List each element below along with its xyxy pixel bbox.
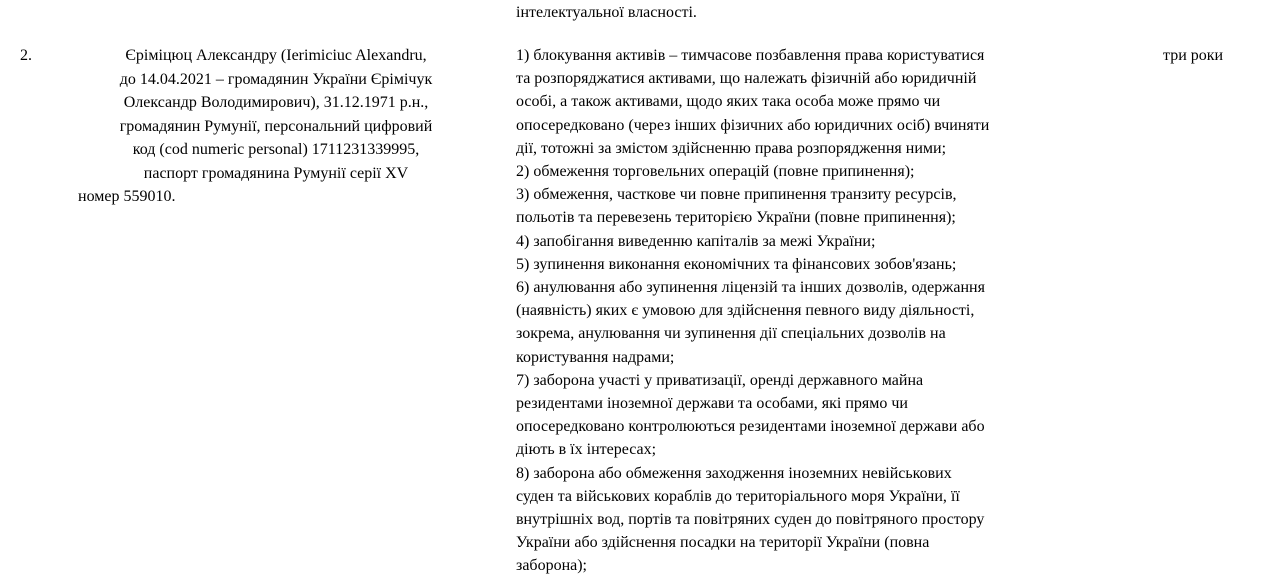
person-line: Єріміцюц Александру (Ierimiciuc Alexandru,: [125, 47, 427, 64]
measure-line: України або здійснення посадки на території України (повна: [516, 534, 930, 552]
previous-row-tail-text: інтелектуальної власності.: [516, 4, 697, 21]
measure-line: (наявність) яких є умовою для здійснення певного виду діяльності,: [516, 302, 975, 320]
measure-line: опосередковано (через інших фізичних або юридичних осіб) вчиняти: [516, 116, 990, 134]
measure-line: діють в їх інтересах;: [516, 441, 657, 459]
measure-line: зокрема, анулювання чи зупинення дії спеціальних дозволів на: [516, 325, 946, 343]
person-line: номер 559010.: [78, 188, 176, 205]
measure-line: 2) обмеження торговельних операцій (повне припинення);: [516, 163, 915, 181]
measure-line: суден та військових кораблів до територіального моря України, її: [516, 487, 960, 505]
measure-line: особі, а також активами, щодо яких така особа може прямо чи: [516, 93, 941, 111]
person-line: код (cod numeric personal) 1711231339995,: [132, 141, 420, 158]
sanction-term: три роки: [1163, 47, 1224, 64]
measure-line: 5) зупинення виконання економічних та фінансових зобов'язань;: [516, 255, 957, 273]
person-line: громадянин Румунії, персональний цифровий: [119, 117, 433, 135]
measure-line: опосередковано контролюються резидентами іноземної держави або: [516, 418, 985, 436]
measure-line: дії, тотожні за змістом здійсненню права розпорядження ними;: [516, 139, 947, 157]
measure-line: польотів та перевезень територією України (повне припинення);: [516, 209, 956, 227]
measure-line: користування надрами;: [516, 348, 675, 366]
measure-line: 1) блокування активів – тимчасове позбавлення права користуватися: [516, 47, 985, 64]
sanctions-measures-list: [516, 44, 1126, 578]
measure-line: 3) обмеження, часткове чи повне припинення транзиту ресурсів,: [516, 186, 957, 204]
measure-line: резидентами іноземної держави та особами, які прямо чи: [516, 395, 908, 413]
measure-line: заборона);: [516, 557, 587, 575]
row-number: 2.: [20, 47, 32, 64]
person-line: паспорт громадянина Румунії серії XV: [143, 164, 409, 182]
person-line: Олександр Володимирович), 31.12.1971 р.н.,: [123, 94, 429, 111]
measure-line: та розпоряджатися активами, що належать фізичній або юридичній: [516, 70, 977, 88]
measure-line: 4) запобігання виведенню капіталів за межі України;: [516, 232, 876, 250]
measure-line: 7) заборона участі у приватизації, оренді державного майна: [516, 371, 924, 389]
measure-line: внутрішніх вод, портів та повітряних суден до повітряного простору: [516, 511, 985, 529]
person-line: до 14.04.2021 – громадянин України Єрімічук: [119, 70, 433, 88]
measure-line: 6) анулювання або зупинення ліцензій та інших дозволів, одержання: [516, 279, 985, 297]
person-description: [66, 44, 486, 209]
measure-line: 8) заборона або обмеження заходження іноземних невійськових: [516, 464, 952, 482]
